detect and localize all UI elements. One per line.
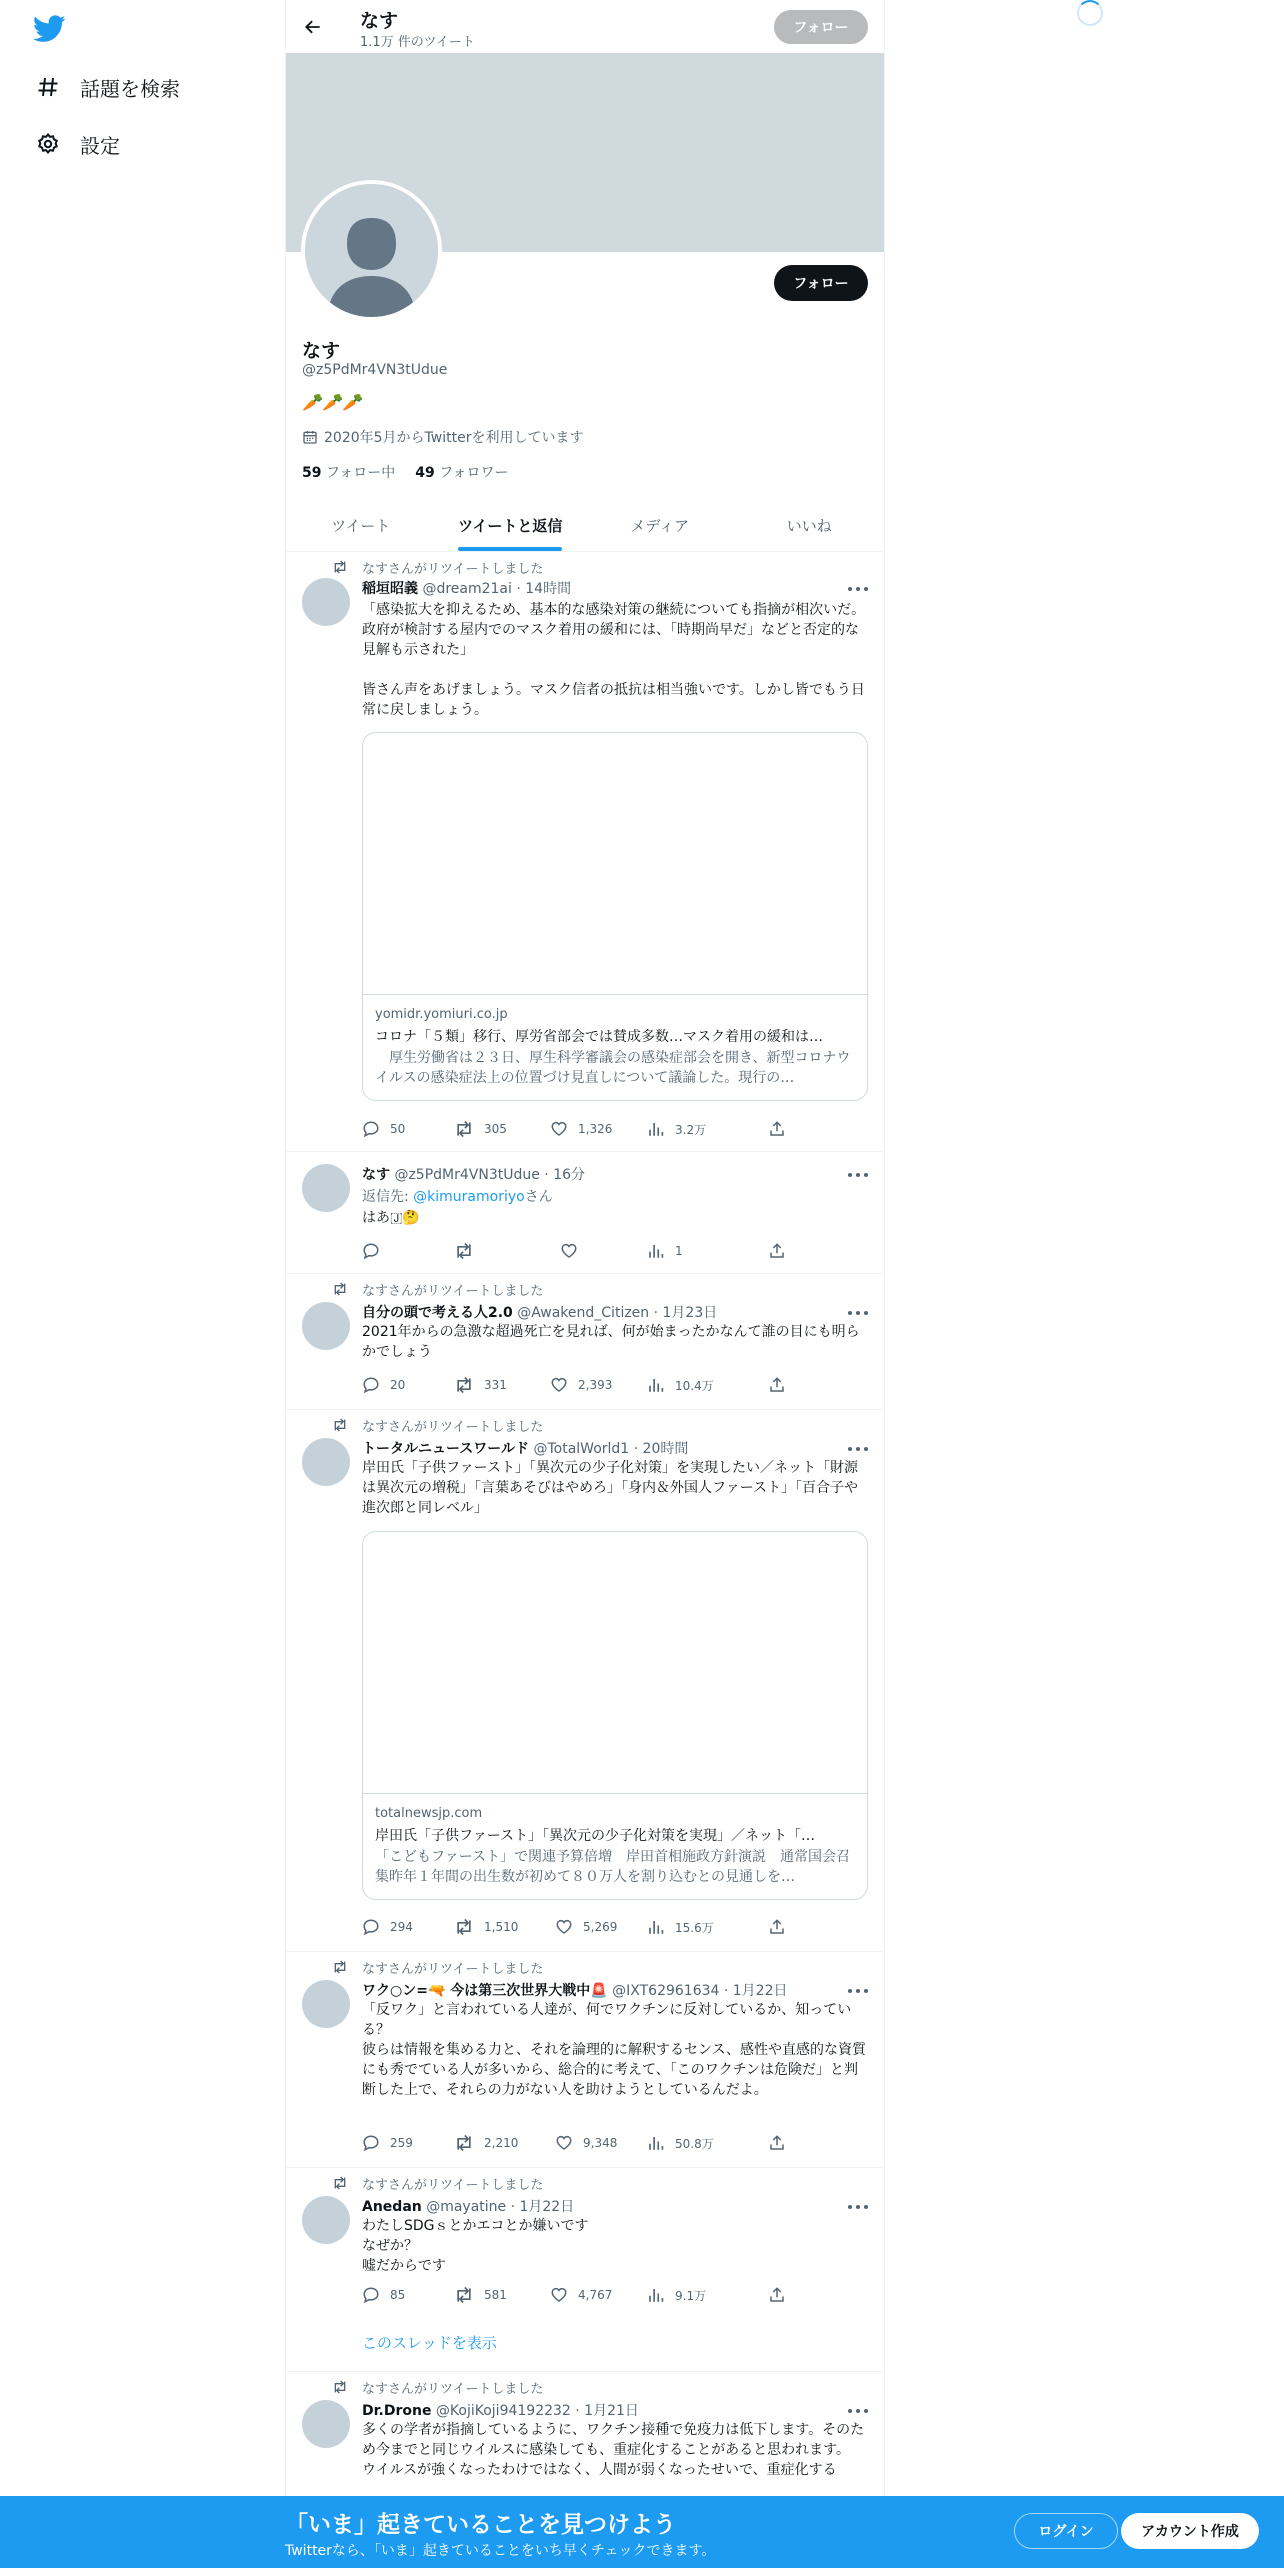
login-button[interactable]: ログイン [1014,2513,1118,2549]
profile-tabs [286,500,884,552]
share-button[interactable] [768,1376,796,1394]
profile-avatar[interactable] [301,180,442,321]
retweet-small-icon [332,1418,348,1432]
tweet-actions [362,1120,802,1140]
tweet-header [362,1980,788,2000]
card-description: 「こどもファースト」で関連予算倍増 岸田首相施政方針演説 通常国会召集昨年１年間の出生数が初めて８０万人を割り込むとの見通しを… [375,1849,851,1885]
reply-icon [362,1120,380,1138]
views-chart-icon [647,1120,665,1138]
views-count: 10.4万 [675,1378,714,1393]
author-name[interactable]: 稲垣昭義 [362,581,418,597]
views-button[interactable] [647,2134,714,2152]
tweet-meta: @TotalWorld1 · 20時間 [533,1441,689,1457]
profile-bio: 🥕🥕🥕 [302,393,363,413]
gear-icon [36,132,60,156]
like-button[interactable] [550,1376,612,1394]
retweet-count: 2,210 [484,2136,519,2150]
tweet-header [362,2400,639,2420]
reply-to-line [362,1186,553,1206]
tab-tweets-replies[interactable]: ツイートと返信 [436,500,586,551]
author-name[interactable]: Dr.Drone [362,2403,432,2419]
like-count: 2,393 [578,1378,613,1392]
default-avatar-icon [305,184,438,317]
views-button[interactable] [647,1120,706,1138]
share-button[interactable] [768,2286,796,2304]
like-button[interactable] [555,2134,617,2152]
link-card[interactable] [362,732,868,1101]
reply-button[interactable] [362,1242,390,1260]
retweet-small-icon [332,2176,348,2190]
heart-icon [550,2286,568,2304]
following-link[interactable] [302,465,395,481]
followers-label: フォロワー [439,465,509,481]
views-count: 15.6万 [675,1920,714,1935]
views-chart-icon [647,1918,665,1936]
tweet-actions [362,1242,802,1262]
header-name: なす [360,10,399,32]
more-options-icon[interactable] [848,582,868,596]
following-count: 59 [302,465,322,481]
reply-icon [362,2286,380,2304]
reply-button[interactable] [362,1376,405,1394]
profile-handle: @z5PdMr4VN3tUdue [302,362,448,378]
avatar[interactable] [302,578,350,626]
header-tweet-count: 1.1万 件のツイート [360,35,475,50]
profile-joined [302,427,583,447]
reply-suffix: さん [524,1189,553,1205]
share-icon [768,2286,786,2304]
like-count: 5,269 [583,1920,618,1934]
retweet-count: 581 [484,2288,507,2302]
author-name[interactable]: ワク○ン=🔫 今は第三次世界大戦中🚨 [362,1983,608,1999]
tab-likes[interactable]: いいね [786,517,832,535]
like-count: 9,348 [583,2136,618,2150]
views-count: 50.8万 [675,2136,714,2151]
retweet-button[interactable] [454,1242,484,1260]
sidebar-item-label: 設定 [80,133,120,158]
share-icon [768,1918,786,1936]
avatar[interactable] [302,1302,350,1350]
heart-icon [555,1918,573,1936]
tweet[interactable] [286,1152,884,1274]
reply-icon [362,1242,380,1260]
header-follow-button[interactable]: フォロー [774,10,868,44]
twitter-logo-icon[interactable] [33,15,66,43]
retweet-icon [454,2134,474,2152]
retweet-count: 331 [484,1378,507,1392]
views-count: 3.2万 [675,1122,707,1137]
views-count: 9.1万 [675,2288,707,2303]
retweet-button[interactable] [454,1120,507,1138]
reply-count: 20 [390,1378,406,1392]
tweet[interactable] [286,2168,884,2372]
author-name[interactable]: Anedan [362,2199,422,2215]
tweet[interactable] [286,1274,884,1410]
heart-icon [550,1120,568,1138]
card-image [363,1532,867,1794]
calendar-icon [302,429,318,445]
share-button[interactable] [768,1242,796,1260]
views-chart-icon [647,2286,665,2304]
views-count: 1 [675,1244,683,1258]
tab-tweets[interactable]: ツイート [331,517,391,535]
tweet-text: わたしSDGｓとかエコとか嫌いです なぜか？ 嘘だからです [362,2218,589,2274]
tweet-text: 多くの学者が指摘しているように、ワクチン接種で免疫力は低下します。そのため今までと同じウイルスに感染しても、重症化することがあると思われます。 ウイルスが強くなったわけではなく、人間が弱くなったせいで、重症化する [362,2422,865,2478]
followers-count: 49 [415,465,435,481]
tweet-text: 「感染拡大を抑えるため、基本的な感染対策の継続についても指摘が相次いだ。政府が検討する屋内でのマスク着用の緩和には、「時期尚早だ」などと否定的な見解も示された」 皆さん声をあげましょう。マスク信者の抵抗は相当強いです。しかし皆でもう日常に戻しましょう。 [362,602,866,718]
show-thread-link[interactable]: このスレッドを表示 [362,2334,497,2352]
tweet-actions [362,2286,802,2306]
sidebar-item-label: 話題を検索 [80,76,180,101]
link-card[interactable] [362,1531,868,1900]
tweet-actions [362,1376,802,1396]
avatar[interactable] [302,1164,350,1212]
tweet-header [362,1164,585,1184]
tweet-header [362,578,571,598]
tweet-text: 岸田氏「子供ファースト」「異次元の少子化対策」を実現したい／ネット「財源は異次元の増税」「言葉あそびはやめろ」「身内＆外国人ファースト」「百合子や進次郎と同レベル」 [362,1460,859,1516]
retweet-small-icon [332,2380,348,2394]
joined-text: 2020年5月からTwitterを利用しています [324,430,584,446]
profile-follow-stats [302,462,509,482]
tweet-meta: @Awakend_Citizen · 1月23日 [517,1305,718,1321]
share-button[interactable] [768,1918,796,1936]
reply-button[interactable] [362,2286,405,2304]
tab-media[interactable]: メディア [630,517,690,535]
author-name[interactable]: トータルニュースワールド [362,1441,530,1457]
heart-icon [555,2134,573,2152]
like-button[interactable] [555,1918,617,1936]
like-count: 4,767 [578,2288,613,2302]
profile-header-bar [286,0,884,53]
tweet-meta: @dream21ai · 14時間 [422,581,572,597]
retweet-small-icon [332,1282,348,1296]
retweeted-by: なすさんがリツイートしました [362,1961,544,1977]
views-button[interactable] [647,2286,706,2304]
sidebar-item-explore[interactable] [36,67,180,107]
tweet-header [362,2196,574,2216]
retweeted-by: なすさんがリツイートしました [362,1283,544,1299]
followers-link[interactable] [415,465,508,481]
retweet-icon [454,1918,474,1936]
tweet-actions [362,2134,802,2154]
sidebar-item-settings[interactable] [36,124,120,164]
heart-icon [560,1242,578,1260]
tweet-header [362,1302,717,1322]
retweeted-by: なすさんがリツイートしました [362,1419,544,1435]
avatar[interactable] [302,1438,350,1486]
more-options-icon[interactable] [848,1442,868,1456]
reply-count: 85 [390,2288,406,2302]
more-options-icon[interactable] [848,1168,868,1182]
profile-column [285,0,885,2568]
tweet-text: はあ🇯🤔 [362,1210,420,1226]
retweet-button[interactable] [454,1918,518,1936]
tweet-meta: @IXT62961634 · 1月22日 [612,1983,788,1999]
tweet[interactable] [286,1410,884,1952]
retweet-count: 305 [484,1122,507,1136]
card-title: 岸田氏「子供ファースト」「異次元の少子化対策を実現」／ネット「… [375,1828,816,1844]
tweet[interactable] [286,552,884,1152]
share-button[interactable] [768,2134,796,2152]
more-options-icon[interactable] [848,2200,868,2214]
share-button[interactable] [768,1120,796,1138]
tweet-text: 2021年からの急激な超過死亡を見れば、何が始まったかなんて誰の目にも明らかでしょう [362,1324,860,1360]
tweet-text: 「反ワク」と言われている人達が、何でワクチンに反対しているか、知っている？ 彼らは情報を集める力と、それを論理的に解釈するセンス、感性や直感的な資質にも秀でている人が多いから、総合的に考えて、「このワクチンは危険だ」と判断した上で、それらの力がない人を助けようとしているんだよ。 [362,2002,866,2098]
tweet-meta: @KojiKoji94192232 · 1月21日 [435,2403,639,2419]
reply-to-link[interactable]: @kimuramoriyo [413,1189,525,1205]
retweet-icon [454,1376,474,1394]
more-options-icon[interactable] [848,1306,868,1320]
retweet-icon [454,2286,474,2304]
retweet-icon [454,1242,474,1260]
views-button[interactable] [647,1918,714,1936]
like-button[interactable] [560,1242,588,1260]
views-button[interactable] [647,1242,683,1260]
retweet-button[interactable] [454,1376,507,1394]
like-button[interactable] [550,2286,612,2304]
avatar[interactable] [302,2196,350,2244]
tweet-meta: @mayatine · 1月22日 [426,2199,575,2215]
profile-follow-button[interactable]: フォロー [774,265,868,301]
retweet-small-icon [332,560,348,574]
retweeted-by: なすさんがリツイートしました [362,2381,544,2397]
more-options-icon[interactable] [848,2404,868,2418]
retweeted-by: なすさんがリツイートしました [362,561,544,577]
signup-banner [0,2496,1284,2568]
like-count: 1,326 [578,1122,613,1136]
signup-banner-title: 「いま」起きていることを見つけよう [285,2512,676,2538]
share-icon [768,1242,786,1260]
reply-icon [362,1918,380,1936]
signup-button[interactable]: アカウント作成 [1121,2513,1259,2549]
like-button[interactable] [550,1120,612,1138]
reply-count: 294 [390,1920,413,1934]
profile-name: なす [302,340,341,362]
reply-prefix: 返信先: [362,1189,414,1205]
retweet-button[interactable] [454,2134,518,2152]
heart-icon [550,1376,568,1394]
author-name[interactable]: なす [362,1167,390,1183]
tweet-actions [362,1918,802,1938]
following-label: フォロー中 [325,465,396,481]
retweet-count: 1,510 [484,1920,519,1934]
reply-count: 259 [390,2136,413,2150]
back-arrow-icon[interactable] [298,12,328,42]
views-chart-icon [647,1242,665,1260]
views-chart-icon [647,1376,665,1394]
card-description: 厚生労働省は２３日、厚生科学審議会の感染症部会を開き、新型コロナウイルスの感染症法上の位置づけ見直しについて議論した。現行の… [375,1050,851,1086]
more-options-icon[interactable] [848,1984,868,1998]
card-domain: yomidr.yomiuri.co.jp [375,1007,508,1022]
reply-button[interactable] [362,1120,405,1138]
views-chart-icon [647,2134,665,2152]
avatar[interactable] [302,2400,350,2448]
retweet-button[interactable] [454,2286,507,2304]
retweet-small-icon [332,1960,348,1974]
hashtag-icon [36,75,60,99]
tweet-meta: @z5PdMr4VN3tUdue · 16分 [394,1167,586,1183]
card-image [363,733,867,995]
loading-spinner-icon [1077,0,1103,26]
share-icon [768,1120,786,1138]
tweet-header [362,1438,688,1458]
reply-button[interactable] [362,1918,413,1936]
reply-icon [362,2134,380,2152]
retweeted-by: なすさんがリツイートしました [362,2177,544,2193]
tweet[interactable] [286,1952,884,2168]
reply-icon [362,1376,380,1394]
card-title: コロナ「５類」移行、厚労省部会では賛成多数…マスク着用の緩和は… [375,1029,823,1045]
avatar[interactable] [302,1980,350,2028]
signup-banner-subtitle: Twitterなら、「いま」起きていることをいち早くチェックできます。 [285,2543,716,2559]
author-name[interactable]: 自分の頭で考える人2.0 [362,1305,513,1321]
share-icon [768,1376,786,1394]
reply-count: 50 [390,1122,406,1136]
reply-button[interactable] [362,2134,413,2152]
views-button[interactable] [647,1376,714,1394]
retweet-icon [454,1120,474,1138]
share-icon [768,2134,786,2152]
card-domain: totalnewsjp.com [375,1806,483,1821]
